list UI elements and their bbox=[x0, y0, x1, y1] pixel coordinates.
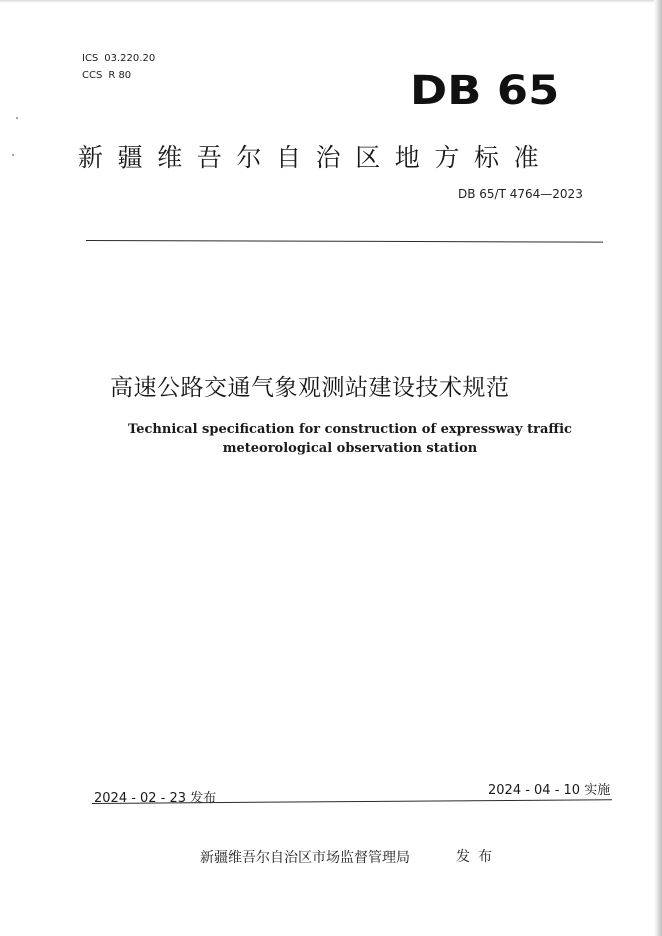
ccs-code: R 80 bbox=[108, 70, 132, 81]
document-title-zh: 高速公路交通气象观测站建设技术规范 bbox=[110, 375, 510, 401]
ics-line bbox=[82, 50, 155, 67]
standard-type: 新疆维吾尔自治区地方标准 bbox=[78, 143, 554, 172]
header-divider bbox=[86, 240, 603, 243]
scan-speck bbox=[16, 117, 18, 119]
standard-logo: DB 65 bbox=[410, 68, 560, 114]
ics-label: ICS bbox=[82, 53, 99, 64]
document-title-en: Technical specification for construction of expressway traffic meteorological observation station bbox=[128, 422, 572, 456]
issue-date: 2024 - 02 - 23 发布 bbox=[94, 791, 217, 806]
classification-codes bbox=[82, 50, 155, 84]
scan-speck bbox=[12, 154, 14, 156]
ics-code: 03.220.20 bbox=[104, 53, 156, 64]
scan-top-edge bbox=[0, 0, 662, 3]
standard-number: DB 65/T 4764—2023 bbox=[458, 187, 583, 201]
implementation-date: 2024 - 04 - 10 实施 bbox=[488, 783, 611, 798]
ccs-label: CCS bbox=[82, 70, 103, 81]
issuing-authority: 新疆维吾尔自治区市场监督管理局 bbox=[200, 850, 410, 866]
ccs-line bbox=[82, 67, 155, 84]
issuing-action: 发布 bbox=[456, 849, 500, 865]
scan-page-edge bbox=[654, 0, 662, 936]
